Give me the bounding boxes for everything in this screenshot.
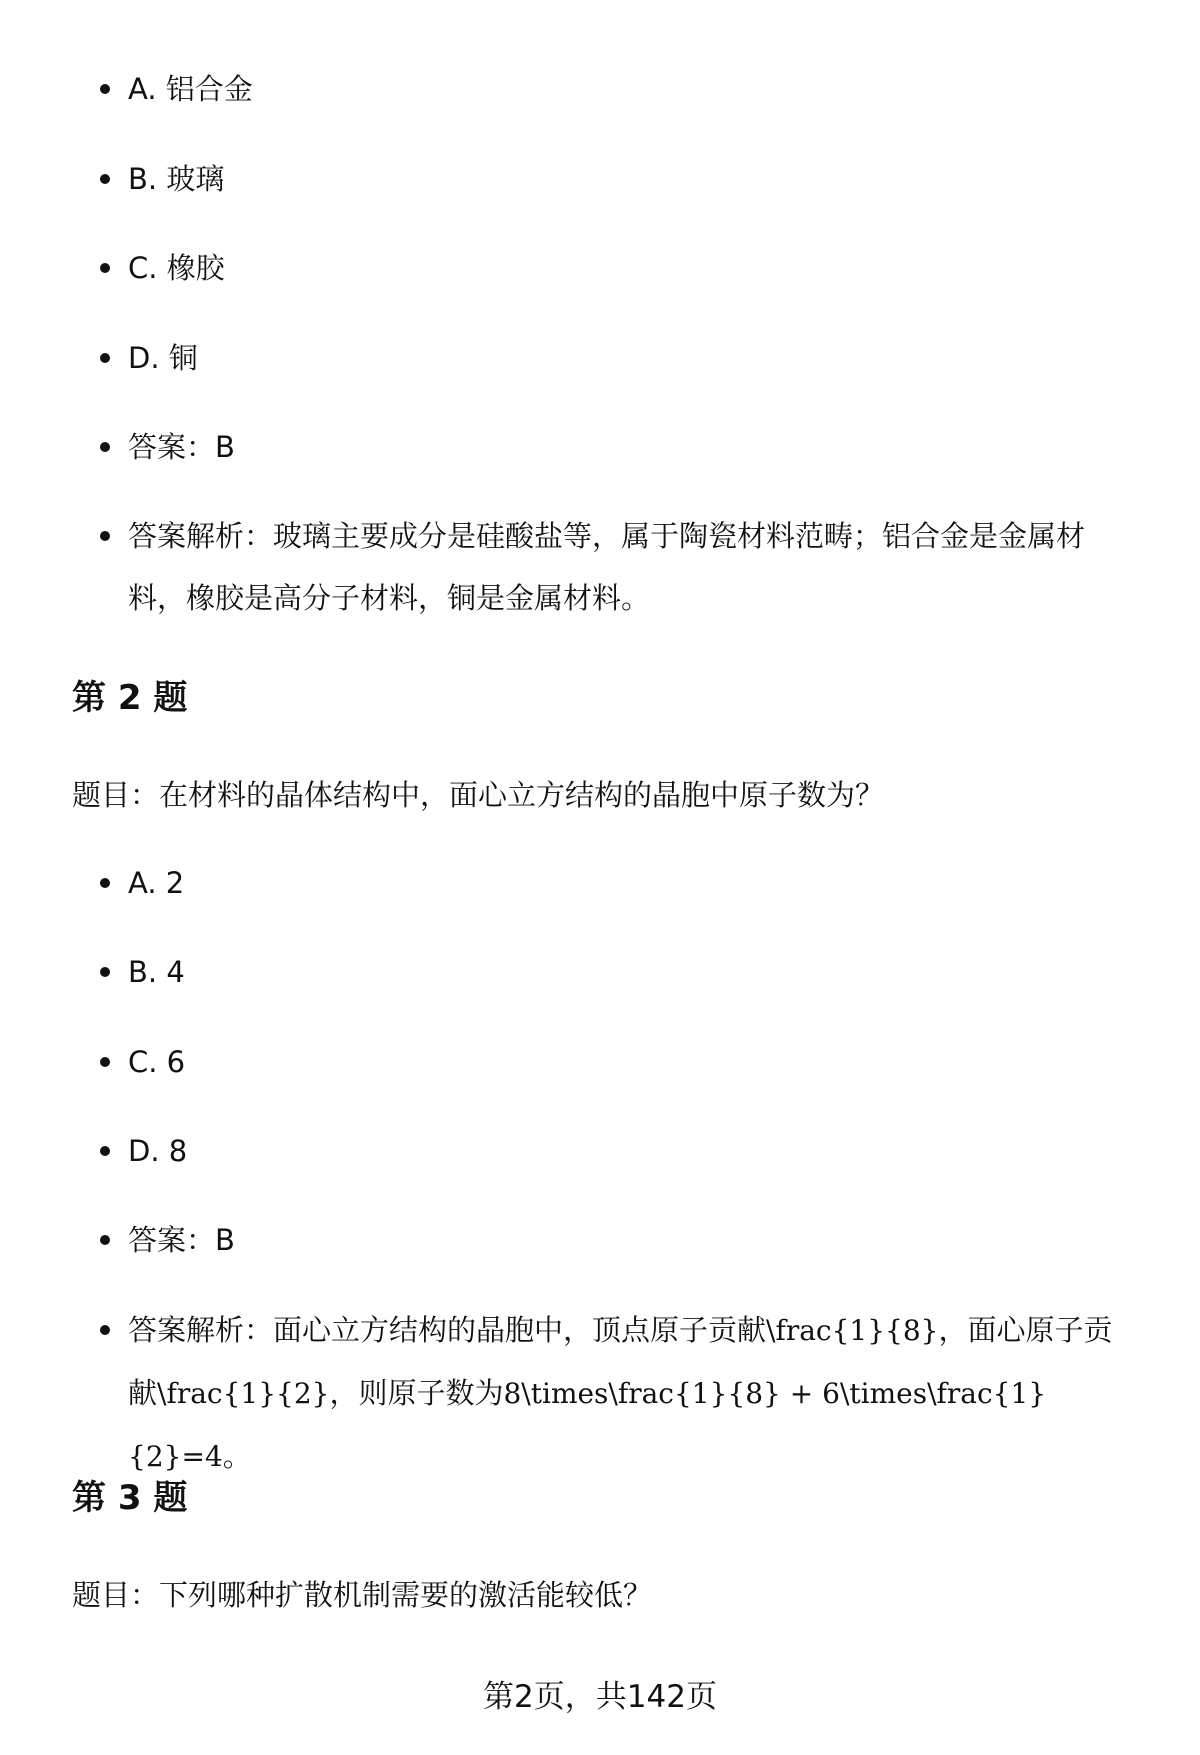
explanation-text: ，则原子数为 [329,1376,504,1410]
question-2-text: 题目：在材料的晶体结构中，面心立方结构的晶胞中原子数为？ [72,778,885,812]
page-footer: 第2页，共142页 [483,1679,717,1715]
answer: 答案：B [128,1209,1128,1271]
answer-explanation [128,1299,1128,1488]
option-d: D. 铜 [128,327,1128,389]
formula: \frac{1}{8} [766,1314,939,1347]
option-d: D. 8 [128,1120,1128,1182]
explanation-text: ，面心原子贡献 [128,1313,1113,1410]
option-a: A. 铝合金 [128,58,1128,120]
formula: 8\times\frac{1}{8} + 6\times\frac{1}{2}=4 [128,1377,1047,1473]
formula: \frac{1}{2} [157,1377,330,1410]
option-a: A. 2 [128,852,1128,914]
option-b: B. 4 [128,941,1128,1003]
question-3-text: 题目：下列哪种扩散机制需要的激活能较低？ [72,1578,653,1612]
explanation-text: 。 [222,1439,252,1473]
answer-explanation: 答案解析：玻璃主要成分是硅酸盐等，属于陶瓷材料范畴；铝合金是金属材料，橡胶是高分子材料，铜是金属材料。 [128,505,1128,629]
option-c: C. 橡胶 [128,237,1128,299]
answer: 答案：B [128,416,1128,478]
option-c: C. 6 [128,1031,1128,1093]
explanation-text: 答案解析：面心立方结构的晶胞中，顶点原子贡献 [128,1313,767,1347]
question-3-heading: 第 3 题 [72,1478,188,1518]
question-2-heading: 第 2 题 [72,678,188,718]
option-b: B. 玻璃 [128,148,1128,210]
